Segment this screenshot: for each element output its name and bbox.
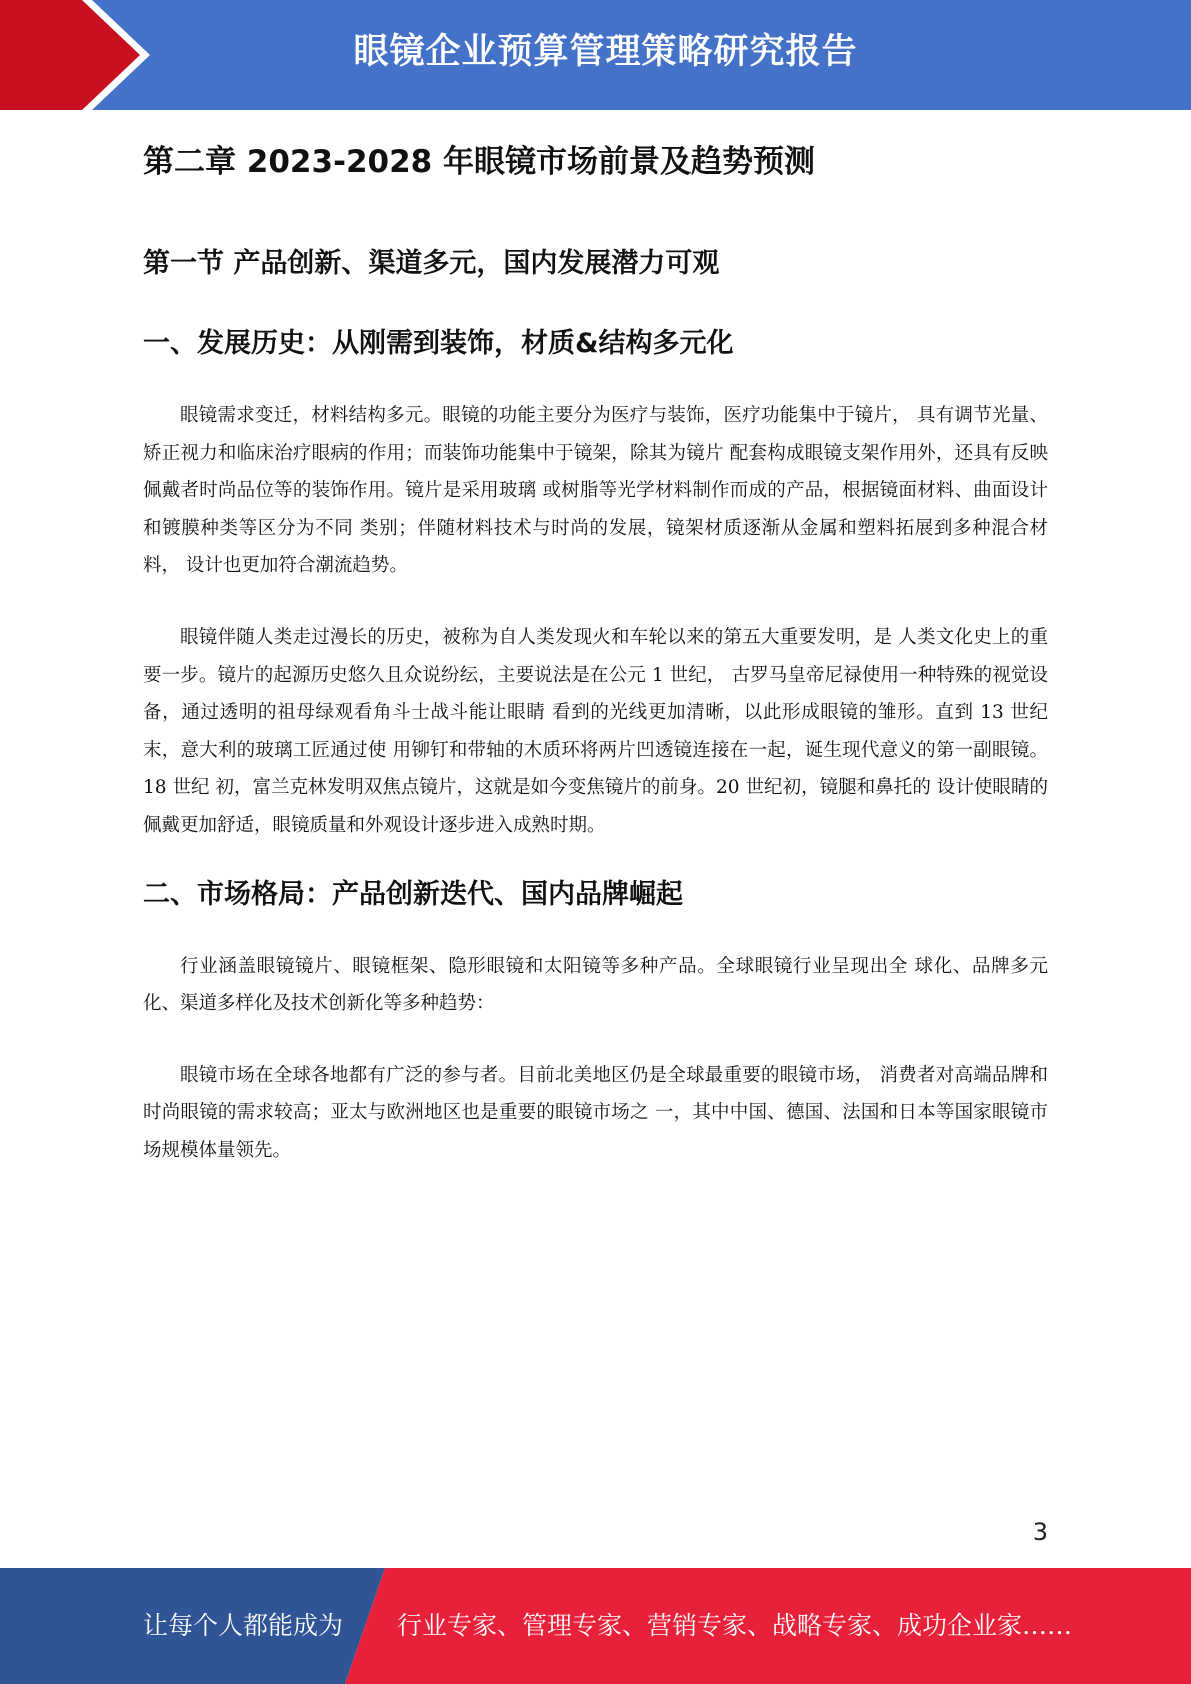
report-title: 眼镜企业预算管理策略研究报告 (353, 32, 858, 72)
chapter-title: 第二章 2023-2028 年眼镜市场前景及趋势预测 (143, 144, 816, 180)
section-title: 第一节 产品创新、渠道多元，国内发展潜力可观 (143, 248, 720, 279)
footer-slogan-left: 让每个人都能成为 (143, 1611, 344, 1640)
subsection-title-history: 一、发展历史：从刚需到装饰，材质&结构多元化 (143, 328, 734, 359)
paragraph: 眼镜伴随人类走过漫长的历史，被称为自人类发现火和车轮以来的第五大重要发明，是 人类文化史上的重要一步。镜片的起源历史悠久且众说纷纭，主要说法是在公元 1 世纪， 古罗马皇帝尼禄使用一种特殊的视觉设备，通过透明的祖母绿观看角斗士战斗能让眼睛 看到的光线更加清晰，以此形成眼镜的雏形。直到 13 世纪末，意大利的玻璃工匠通过使 用铆钉和带轴的木质环将两片凹透镜连接在一起，诞生现代意义的第一副眼镜。18 世纪 初，富兰克林发明双焦点镜片，这就是如今变焦镜片的前身。20 世纪初，镜腿和鼻托的 设计使眼睛的佩戴更加舒适，眼镜质量和外观设计逐步进入成熟时期。 (143, 626, 1048, 836)
page-content (143, 130, 1048, 1170)
footer-slogan-right: 行业专家、管理专家、营销专家、战略专家、成功企业家…… (397, 1611, 1073, 1640)
page-number: 3 (1032, 1518, 1048, 1546)
paragraph: 眼镜需求变迁，材料结构多元。眼镜的功能主要分为医疗与装饰，医疗功能集中于镜片， 具有调节光量、矫正视力和临床治疗眼病的作用；而装饰功能集中于镜架，除其为镜片 配套构成眼镜支架作用外，还具有反映佩戴者时尚品位等的装饰作用。镜片是采用玻璃 或树脂等光学材料制作而成的产品，根据镜面材料、曲面设计和镀膜种类等区分为不同 类别；伴随材料技术与时尚的发展，镜架材质逐渐从金属和塑料拓展到多种混合材料， 设计也更加符合潮流趋势。 (143, 405, 1048, 577)
paragraph: 行业涵盖眼镜镜片、眼镜框架、隐形眼镜和太阳镜等多种产品。全球眼镜行业呈现出全 球化、品牌多元化、渠道多样化及技术创新化等多种趋势： (143, 955, 1048, 1015)
header-arrow-icon (0, 0, 150, 110)
header-banner (0, 0, 1191, 110)
footer-banner (0, 1568, 1191, 1684)
subsection-title-market: 二、市场格局：产品创新迭代、国内品牌崛起 (143, 878, 683, 910)
paragraph: 眼镜市场在全球各地都有广泛的参与者。目前北美地区仍是全球最重要的眼镜市场， 消费者对高端品牌和时尚眼镜的需求较高；亚太与欧洲地区也是重要的眼镜市场之 一，其中中国、德国、法国和日本等国家眼镜市场规模体量领先。 (143, 1064, 1048, 1161)
